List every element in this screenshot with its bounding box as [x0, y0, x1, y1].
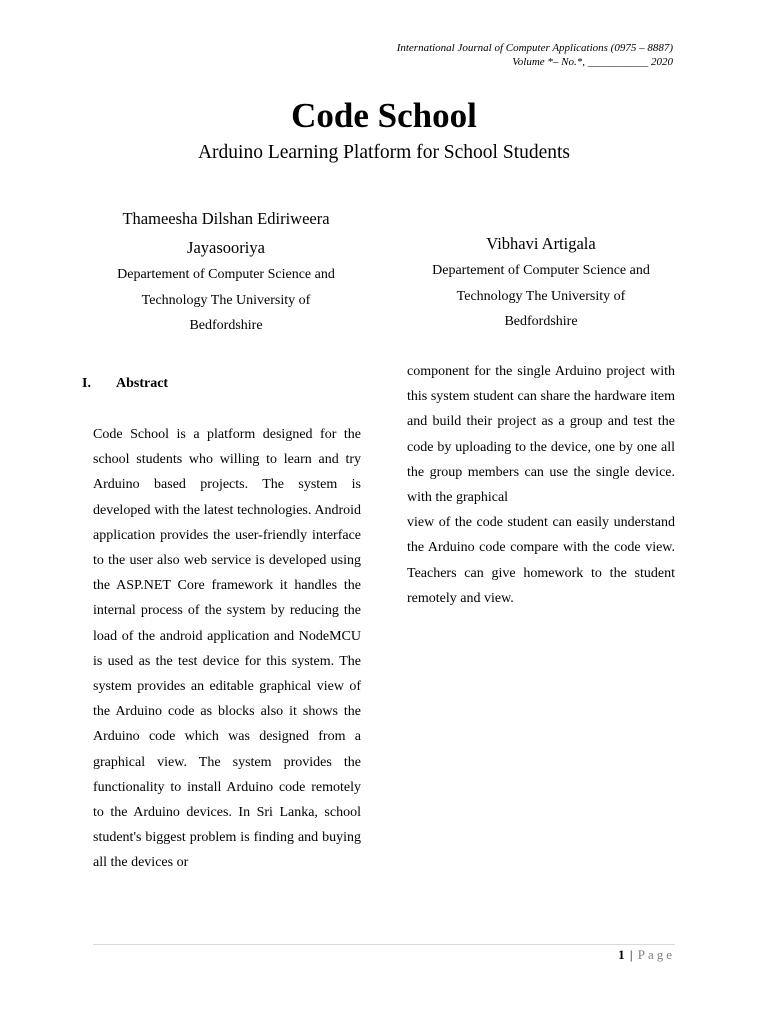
paper-subtitle: Arduino Learning Platform for School Students: [197, 142, 571, 163]
journal-header: [397, 41, 673, 69]
journal-name: International Journal of Computer Applications (0975 – 8887): [396, 42, 673, 54]
author-affiliation: Departement of Computer Science and: [117, 267, 335, 282]
author-affiliation: Technology The University of: [456, 288, 626, 304]
footer-divider: [93, 944, 675, 945]
abstract-column-left: [93, 422, 361, 876]
page-number: 1: [618, 947, 625, 962]
page-footer: [618, 946, 675, 964]
abstract-column-right: [407, 359, 675, 611]
author-affiliation: Bedfordshire: [504, 314, 578, 329]
footer-separator: |: [629, 947, 633, 962]
author-affiliation: Technology The University of: [141, 292, 311, 308]
journal-volume: Volume *– No.*, ___________ 2020: [512, 56, 673, 68]
section-heading-abstract: [82, 373, 168, 395]
author-name: Thameesha Dilshan Ediriweera: [122, 209, 330, 228]
author-affiliation: Departement of Computer Science and: [432, 263, 650, 278]
author-block-1: [100, 204, 352, 339]
paper-title: Code School: [291, 96, 477, 135]
author-name: Vibhavi Artigala: [486, 234, 596, 253]
author-block-2: [410, 229, 672, 335]
author-affiliation: Bedfordshire: [189, 318, 263, 333]
author-name-continued: Jayasooriya: [187, 238, 265, 257]
page-label: Page: [637, 947, 675, 962]
section-number: I.: [82, 376, 91, 391]
abstract-paragraph: Code School is a platform designed for the school students who willing to learn and try Arduino based projects. The system is developed with the latest technologies. Android application provides the user-friendly interface to the user also web service is developed using the ASP.NET Core framework it handles the internal process of the system by reducing the load of the android application and NodeMCU is used as the test device for this system. The system provides an editable graphical view of the Arduino code as blocks also it shows the Arduino code which was designed from a graphical view. The system provides the functionality to install Arduino code remotely to the Arduino devices. In Sri Lanka, school student's biggest problem is finding and buying all the devices or: [93, 427, 361, 871]
abstract-paragraph: view of the code student can easily understand the Arduino code compare with the code view. Teachers can give homework to the student remotely and view.: [407, 515, 675, 606]
section-title: Abstract: [116, 376, 169, 391]
abstract-paragraph: component for the single Arduino project with this system student can share the hardware item and build their project as a group and test the code by uploading to the device, one by one all the group members can use the single device. with the graphical: [407, 364, 675, 506]
